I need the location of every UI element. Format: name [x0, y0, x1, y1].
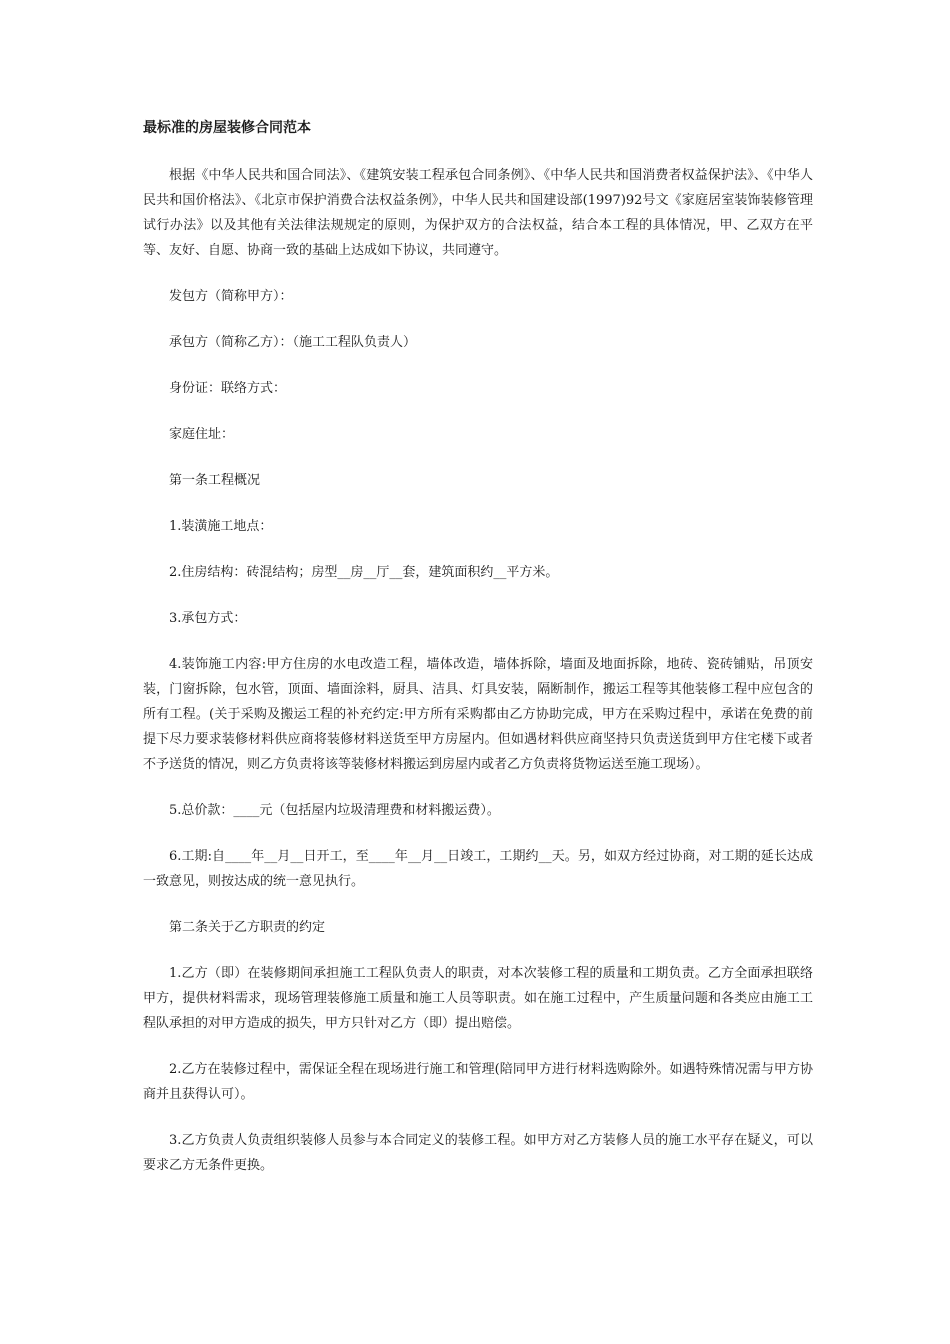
clause-2-3: 3.乙方负责人负责组织装修人员参与本合同定义的装修工程。如甲方对乙方装修人员的施工水平存在疑义，可以要求乙方无条件更换。: [143, 1133, 813, 1173]
clause-1-6: 6.工期:自____年__月__日开工，至____年__月__日竣工，工期约__天。另，如双方经过协商，对工期的延长达成一致意见，则按达成的统一意见执行。: [143, 849, 813, 889]
party-a-line: 发包方（简称甲方）：: [169, 289, 293, 304]
clause-1-2: 2.住房结构：砖混结构；房型__房__厅__套，建筑面积约__平方米。: [169, 565, 559, 580]
party-b-line: 承包方（简称乙方）：（施工工程队负责人）: [169, 335, 417, 350]
document-title: 最标准的房屋装修合同范本: [143, 120, 311, 136]
preamble-paragraph: 根据《中华人民共和国合同法》、《建筑安装工程承包合同条例》、《中华人民共和国消费者权益保护法》、《中华人民共和国价格法》、《北京市保护消费合法权益条例》，中华人民共和国建设部(1997)92号文《家庭居室装饰装修管理试行办法》以及其他有关法律法规规定的原则，为保护双方的合法权益，结合本工程的具体情况，甲、乙双方在平等、友好、自愿、协商一致的基础上达成如下协议，共同遵守。: [143, 168, 813, 258]
clause-2-1: 1.乙方（即）在装修期间承担施工工程队负责人的职责，对本次装修工程的质量和工期负责。乙方全面承担联络甲方，提供材料需求，现场管理装修施工质量和施工人员等职责。如在施工过程中，产生质量问题和各类应由施工工程队承担的对甲方造成的损失，甲方只针对乙方（即）提出赔偿。: [143, 966, 813, 1031]
article-2-heading: 第二条关于乙方职责的约定: [169, 920, 326, 935]
address-line: 家庭住址：: [169, 427, 235, 442]
id-contact-line: 身份证：联络方式：: [169, 381, 287, 396]
clause-2-2: 2.乙方在装修过程中，需保证全程在现场进行施工和管理(陪同甲方进行材料选购除外。如遇特殊情况需与甲方协商并且获得认可）。: [143, 1062, 813, 1102]
clause-1-5: 5.总价款：____元（包括屋内垃圾清理费和材料搬运费）。: [169, 803, 500, 818]
clause-1-3: 3.承包方式：: [169, 611, 247, 626]
clause-1-1: 1.装潢施工地点：: [169, 519, 273, 534]
document-page: [143, 118, 813, 1199]
article-1-heading: 第一条工程概况: [169, 473, 261, 488]
clause-1-4: 4.装饰施工内容:甲方住房的水电改造工程，墙体改造，墙体拆除，墙面及地面拆除，地砖、瓷砖铺贴，吊顶安装，门窗拆除，包水管，顶面、墙面涂料，厨具、洁具、灯具安装，隔断制作，搬运工程等其他装修工程中应包含的所有工程。(关于采购及搬运工程的补充约定:甲方所有采购都由乙方协助完成，甲方在采购过程中，承诺在免费的前提下尽力要求装修材料供应商将装修材料送货至甲方房屋内。但如遇材料供应商坚持只负责送货到甲方住宅楼下或者不予送货的情况，则乙方负责将该等装修材料搬运到房屋内或者乙方负责将货物运送至施工现场）。: [143, 657, 813, 772]
